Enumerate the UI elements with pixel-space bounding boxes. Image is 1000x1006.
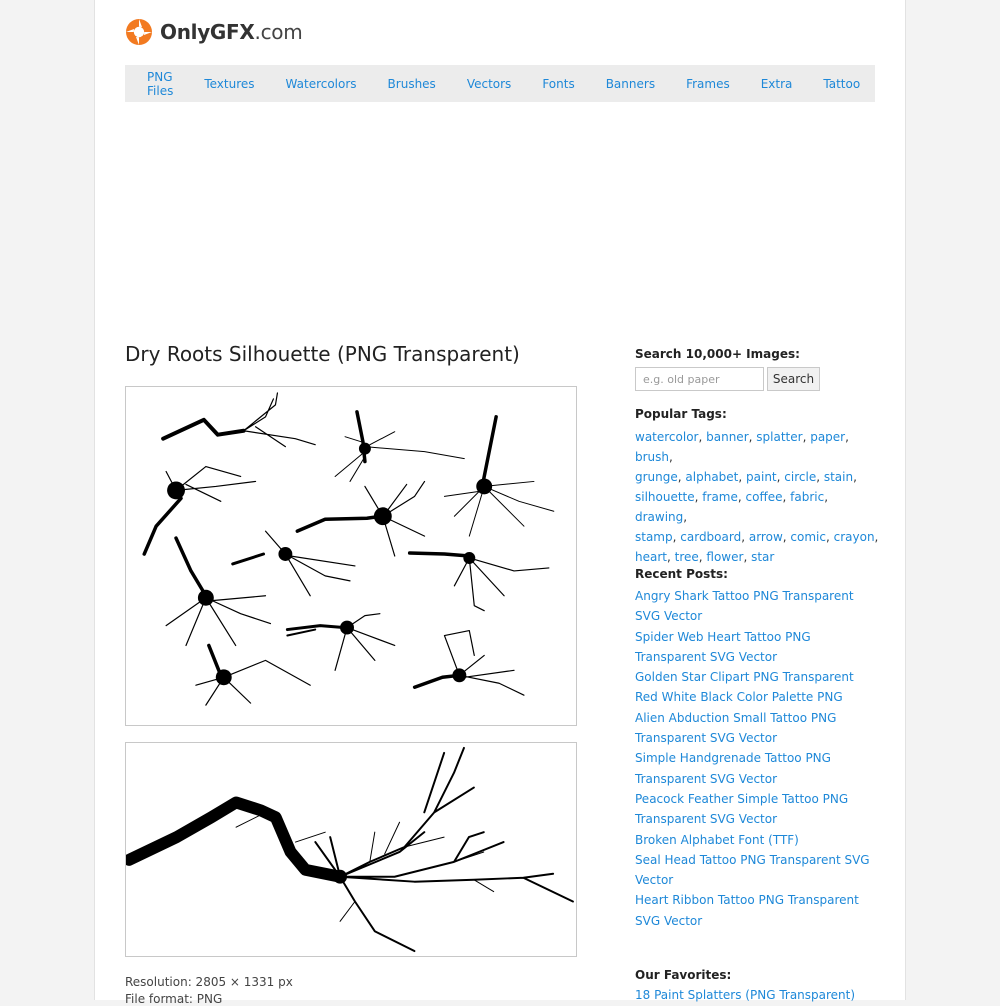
- recent-post-link[interactable]: Seal Head Tattoo PNG Transparent SVG Vector: [635, 852, 870, 888]
- nav-brushes[interactable]: Brushes: [387, 76, 436, 91]
- nav-vectors[interactable]: Vectors: [466, 76, 512, 91]
- nav-watercolors[interactable]: Watercolors: [285, 76, 357, 91]
- post-title: Dry Roots Silhouette (PNG Transparent): [125, 342, 520, 366]
- resolution-info: Resolution: 2805 × 1331 px: [125, 975, 293, 989]
- nav-textures[interactable]: Textures: [204, 76, 255, 91]
- nav-frames[interactable]: Frames: [686, 76, 730, 91]
- tag-link[interactable]: frame: [702, 490, 738, 504]
- nav-tattoo[interactable]: Tattoo: [823, 76, 861, 91]
- single-root-illustration: [126, 743, 576, 956]
- recent-post-link[interactable]: Angry Shark Tattoo PNG Transparent SVG Vector: [635, 589, 854, 624]
- tag-link[interactable]: alphabet: [685, 470, 739, 484]
- nav-fonts[interactable]: Fonts: [542, 76, 575, 91]
- tag-link[interactable]: arrow: [748, 530, 783, 544]
- nav-extra[interactable]: Extra: [760, 76, 793, 91]
- tag-link[interactable]: paper: [810, 430, 846, 444]
- recent-post-link[interactable]: Simple Handgrenade Tattoo PNG Transparent SVG Vector: [635, 751, 831, 786]
- tag-link[interactable]: circle: [784, 470, 817, 484]
- recent-post-link[interactable]: Red White Black Color Palette PNG: [635, 690, 843, 705]
- root-closeup-image[interactable]: [125, 742, 577, 957]
- tag-link[interactable]: stamp: [635, 530, 673, 544]
- search-heading: Search 10,000+ Images:: [635, 347, 800, 361]
- tag-link[interactable]: stain: [823, 470, 854, 484]
- tag-link[interactable]: crayon: [833, 530, 875, 544]
- tag-link[interactable]: banner: [706, 430, 749, 444]
- logo-aperture-icon: [125, 18, 153, 46]
- recent-post-link[interactable]: Spider Web Heart Tattoo PNG Transparent SVG Vector: [635, 629, 811, 664]
- page-container: [94, 0, 906, 1006]
- tag-link[interactable]: cardboard: [680, 530, 742, 544]
- favorites-heading: Our Favorites:: [635, 968, 732, 982]
- tag-link[interactable]: star: [751, 550, 775, 564]
- search-input[interactable]: [635, 367, 764, 391]
- tag-link[interactable]: comic: [790, 530, 826, 544]
- nav-banners[interactable]: Banners: [605, 76, 656, 91]
- tag-link[interactable]: brush: [635, 450, 670, 464]
- recent-post-link[interactable]: Broken Alphabet Font (TTF): [635, 832, 799, 847]
- favorite-link[interactable]: 18 Paint Splatters (PNG Transparent): [635, 988, 856, 1002]
- tag-link[interactable]: paint: [746, 470, 777, 484]
- main-nav: [125, 65, 875, 102]
- tag-link[interactable]: watercolor: [635, 430, 699, 444]
- roots-collection-illustration: [126, 387, 576, 725]
- popular-tags-list: watercolor, banner, splatter, paper, brush, grunge, alphabet, paint, circle, stain, silhouette, frame, coffee, fabric, drawing, stamp, cardboard, arrow, comic, crayon, heart, tree, flower, star: [635, 430, 879, 564]
- tag-link[interactable]: splatter: [756, 430, 803, 444]
- tag-link[interactable]: heart: [635, 550, 667, 564]
- recent-posts-list: [635, 586, 880, 931]
- roots-preview-image[interactable]: [125, 386, 577, 726]
- recent-posts-heading: Recent Posts:: [635, 567, 728, 581]
- site-name: OnlyGFX.com: [160, 20, 303, 44]
- recent-post-link[interactable]: Golden Star Clipart PNG Transparent: [635, 670, 854, 685]
- site-logo[interactable]: [125, 18, 302, 46]
- search-form: [635, 367, 820, 391]
- nav-png-files[interactable]: PNG Files: [147, 69, 174, 98]
- recent-post-link[interactable]: Peacock Feather Simple Tattoo PNG Transparent SVG Vector: [635, 791, 849, 827]
- tag-link[interactable]: tree: [674, 550, 699, 564]
- tag-link[interactable]: flower: [706, 550, 744, 564]
- tag-link[interactable]: fabric: [790, 490, 825, 504]
- recent-post-link[interactable]: Heart Ribbon Tattoo PNG Transparent SVG Vector: [635, 893, 859, 928]
- search-button[interactable]: Search: [767, 367, 820, 391]
- tag-link[interactable]: grunge: [635, 470, 678, 484]
- tag-link[interactable]: drawing: [635, 510, 684, 524]
- file-format-info: File format: PNG: [125, 992, 223, 1006]
- recent-post-link[interactable]: Alien Abduction Small Tattoo PNG Transparent SVG Vector: [635, 710, 837, 746]
- popular-tags-heading: Popular Tags:: [635, 407, 727, 421]
- tag-link[interactable]: silhouette: [635, 490, 695, 504]
- tag-link[interactable]: coffee: [745, 490, 783, 504]
